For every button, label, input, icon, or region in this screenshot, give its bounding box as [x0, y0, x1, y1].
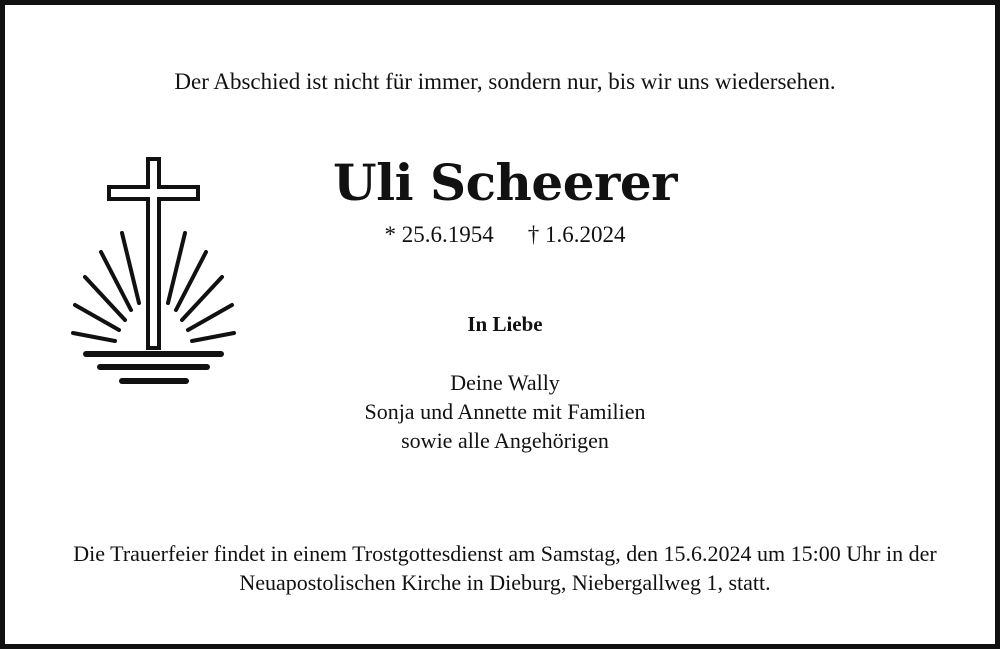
service-line: Die Trauerfeier findet in einem Trostgottesdienst am Samstag, den 15.6.2024 um 15:00 Uhr in der: [73, 541, 937, 566]
cross-sunrise-icon: [67, 155, 242, 390]
death-date: † 1.6.2024: [527, 222, 626, 247]
mourner-line: Sonja und Annette mit Familien: [364, 399, 646, 424]
birth-date: * 25.6.1954: [384, 222, 494, 247]
deceased-name: Uli Scheerer: [332, 153, 678, 212]
service-line: Neuapostolischen Kirche in Dieburg, Niebergallweg 1, statt.: [239, 570, 771, 595]
mourners-list: [255, 368, 755, 455]
mourner-line: sowie alle Angehörigen: [401, 428, 609, 453]
life-dates: [255, 219, 755, 251]
closing-phrase: In Liebe: [467, 312, 543, 336]
motto-text: Der Abschied ist nicht für immer, sondern nur, bis wir uns wiedersehen.: [174, 69, 836, 94]
mourner-line: Deine Wally: [450, 370, 560, 395]
funeral-service-info: [25, 539, 985, 597]
